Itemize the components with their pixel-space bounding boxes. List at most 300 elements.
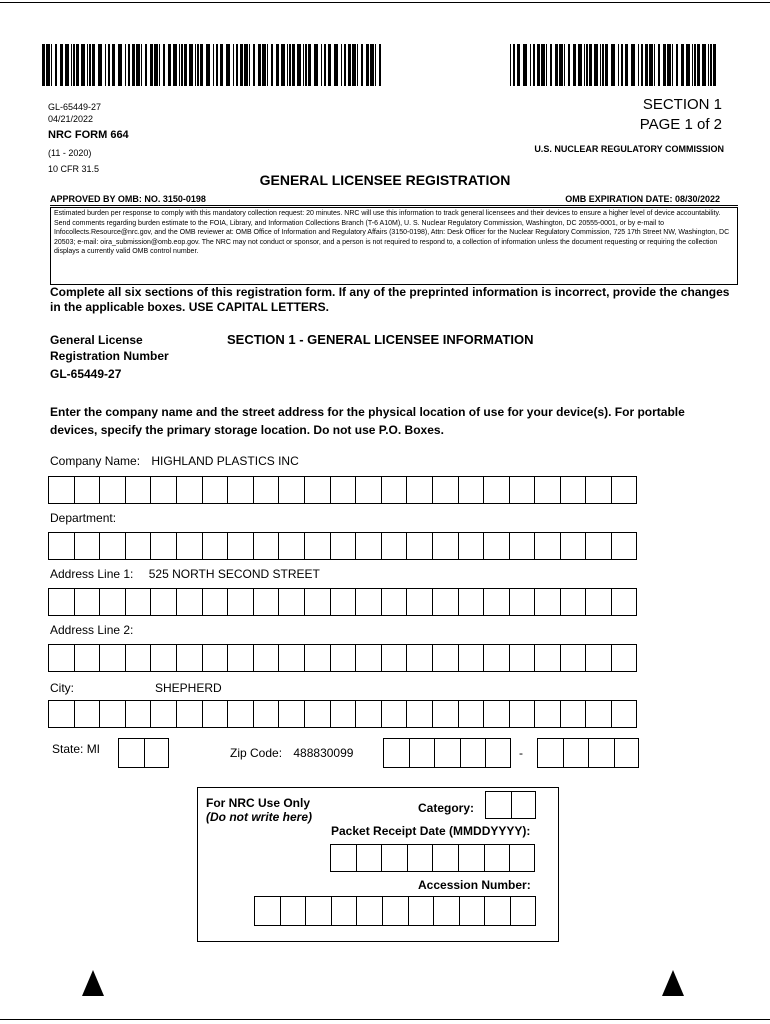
char-box[interactable]	[150, 476, 176, 504]
accession-number-boxes	[254, 896, 536, 926]
barcode-bar	[292, 44, 295, 86]
char-box[interactable]	[227, 700, 253, 728]
zip-extension-boxes[interactable]	[537, 738, 639, 768]
barcode-bar	[334, 44, 338, 86]
barcode-bar	[341, 44, 342, 86]
barcode-bar	[694, 44, 696, 86]
barcode-bar	[550, 44, 552, 86]
char-box[interactable]	[611, 476, 637, 504]
char-box	[356, 896, 382, 926]
barcode-bar	[344, 44, 346, 86]
cfr-reference: 10 CFR 31.5	[48, 164, 100, 174]
barcode-bar	[366, 44, 369, 86]
barcode-bar	[702, 44, 706, 86]
char-box	[432, 844, 458, 872]
char-box	[433, 896, 459, 926]
char-box[interactable]	[563, 738, 589, 768]
barcode-bar	[55, 44, 57, 86]
barcode-bar	[150, 44, 153, 86]
barcode-bar	[281, 44, 285, 86]
barcode-bar	[710, 44, 712, 86]
barcode-bar	[638, 44, 639, 86]
char-box[interactable]	[458, 644, 484, 672]
category-label: Category:	[418, 801, 475, 815]
char-box[interactable]	[560, 476, 586, 504]
char-box[interactable]	[509, 476, 535, 504]
char-box[interactable]	[125, 532, 151, 560]
barcode-bar	[249, 44, 250, 86]
instructions: Complete all six sections of this registration form. If any of the preprinted information is incorrect, provide the changes in the applicable boxes. USE CAPITAL LETTERS.	[50, 285, 730, 314]
barcode-bar	[141, 44, 142, 86]
section1-heading: SECTION 1 - GENERAL LICENSEE INFORMATION	[227, 332, 534, 347]
char-box[interactable]	[509, 644, 535, 672]
barcode-bar	[173, 44, 177, 86]
barcode-bar	[523, 44, 527, 86]
barcode-bar	[357, 44, 358, 86]
char-box[interactable]	[253, 644, 279, 672]
char-box[interactable]	[176, 588, 202, 616]
do-not-write-label: (Do not write here)	[206, 810, 313, 824]
city-boxes[interactable]	[48, 700, 637, 728]
barcode-bar	[240, 44, 243, 86]
char-box[interactable]	[304, 588, 330, 616]
char-box[interactable]	[432, 644, 458, 672]
char-box[interactable]	[381, 644, 407, 672]
char-box[interactable]	[383, 738, 409, 768]
department-label: Department:	[50, 511, 117, 525]
char-box[interactable]	[611, 588, 637, 616]
char-box[interactable]	[74, 476, 100, 504]
char-box[interactable]	[432, 532, 458, 560]
char-box[interactable]	[537, 738, 563, 768]
char-box[interactable]	[304, 532, 330, 560]
char-box[interactable]	[253, 532, 279, 560]
char-box[interactable]	[125, 588, 151, 616]
barcode-bar	[168, 44, 171, 86]
barcode-bar	[584, 44, 585, 86]
barcode-bar	[618, 44, 619, 86]
char-box[interactable]	[278, 532, 304, 560]
top-border-line	[0, 2, 770, 3]
char-box[interactable]	[406, 476, 432, 504]
barcode-bar	[276, 44, 279, 86]
char-box[interactable]	[330, 588, 356, 616]
char-box[interactable]	[48, 588, 74, 616]
char-box[interactable]	[434, 738, 460, 768]
char-box[interactable]	[585, 644, 611, 672]
char-box[interactable]	[585, 700, 611, 728]
char-box[interactable]	[304, 700, 330, 728]
zip-dash: -	[519, 746, 523, 760]
barcode-bar	[108, 44, 110, 86]
char-box[interactable]	[509, 700, 535, 728]
barcode-bar	[81, 44, 85, 86]
barcode-bar	[586, 44, 588, 86]
barcode-bar	[267, 44, 268, 86]
barcode-bar	[132, 44, 135, 86]
barcode-bar	[559, 44, 563, 86]
char-box[interactable]	[176, 700, 202, 728]
barcode-bar	[145, 44, 147, 86]
char-box[interactable]	[176, 532, 202, 560]
char-box[interactable]	[99, 588, 125, 616]
char-box[interactable]	[585, 588, 611, 616]
barcode-bar	[73, 44, 75, 86]
accession-number-label: Accession Number:	[418, 878, 531, 892]
char-box[interactable]	[125, 476, 151, 504]
agency-name: U.S. NUCLEAR REGULATORY COMMISSION	[534, 144, 724, 154]
barcode-bar	[60, 44, 63, 86]
registration-mark-right-icon	[662, 970, 684, 996]
char-box	[407, 844, 433, 872]
barcode-bar	[189, 44, 193, 86]
barcode-bar	[233, 44, 234, 86]
char-box	[484, 844, 510, 872]
barcode-bar	[213, 44, 214, 86]
barcode-bar	[530, 44, 531, 86]
char-box[interactable]	[585, 532, 611, 560]
char-box[interactable]	[176, 476, 202, 504]
zip-code-label-text: Zip Code:	[230, 746, 283, 760]
char-box	[356, 844, 382, 872]
char-box[interactable]	[278, 476, 304, 504]
registration-label	[50, 332, 169, 364]
burden-statement: Estimated burden per response to comply with this mandatory collection request: 20 minutes. NRC will use this information to track general licensees and their devices to ensure a higher level of device accountability. Send comments regarding burden estimate to the FOIA, Library, and Information Collections Branch (T-6 A10M), U. S. Nuclear Regulatory Commission, Washington, DC 20555-0001, or by e-mail to Infocollects.Resource@nrc.gov, and the OMB reviewer at: OMB Office of Information and Regulatory Affairs (3150-0198), Attn: Desk Officer for the Nuclear Regulatory Commission, 725 17th Street NW, Washington, DC 20503; e-mail: oira_submission@omb.eop.gov. The NRC may not conduct or sponsor, and a person is not required to respond to, a collection of information unless the document requesting or requiring the collection displays a currently valid OMB control number.	[50, 207, 738, 285]
char-box[interactable]	[48, 532, 74, 560]
char-box[interactable]	[202, 644, 228, 672]
company-name-boxes[interactable]	[48, 476, 637, 504]
barcode-bar	[555, 44, 558, 86]
barcode-bar	[118, 44, 122, 86]
char-box[interactable]	[253, 476, 279, 504]
char-box[interactable]	[432, 588, 458, 616]
char-box[interactable]	[483, 476, 509, 504]
barcode-bar	[513, 44, 515, 86]
barcode-bar	[672, 44, 673, 86]
barcode-bar	[352, 44, 356, 86]
address-line1-value: 525 NORTH SECOND STREET	[148, 567, 320, 581]
barcode-bar	[379, 44, 381, 86]
char-box[interactable]	[458, 588, 484, 616]
barcode-bar	[308, 44, 311, 86]
char-box	[509, 844, 535, 872]
barcode-bar	[184, 44, 187, 86]
char-box[interactable]	[176, 644, 202, 672]
barcode-bar	[594, 44, 598, 86]
char-box[interactable]	[125, 644, 151, 672]
barcode-bar	[226, 44, 230, 86]
char-box[interactable]	[304, 476, 330, 504]
barcode-bar	[220, 44, 223, 86]
char-box[interactable]	[355, 644, 381, 672]
company-name-label	[50, 454, 299, 468]
barcode-bar	[348, 44, 351, 86]
char-box[interactable]	[253, 588, 279, 616]
barcode-bar	[125, 44, 126, 86]
barcode-bar	[42, 44, 45, 86]
char-box[interactable]	[509, 588, 535, 616]
barcode-bar	[645, 44, 648, 86]
barcode-bar	[65, 44, 69, 86]
address-line1-boxes[interactable]	[48, 588, 637, 616]
char-box[interactable]	[99, 476, 125, 504]
barcode-bar	[128, 44, 130, 86]
barcode-bar	[375, 44, 376, 86]
char-box[interactable]	[278, 588, 304, 616]
char-box[interactable]	[330, 644, 356, 672]
char-box[interactable]	[355, 588, 381, 616]
char-box[interactable]	[150, 700, 176, 728]
char-box[interactable]	[534, 700, 560, 728]
barcode-bar	[303, 44, 304, 86]
char-box[interactable]	[483, 644, 509, 672]
char-box[interactable]	[614, 738, 640, 768]
char-box[interactable]	[611, 532, 637, 560]
char-box[interactable]	[560, 588, 586, 616]
char-box[interactable]	[330, 700, 356, 728]
char-box[interactable]	[460, 738, 486, 768]
barcode-bar	[600, 44, 601, 86]
barcode-bar	[568, 44, 570, 86]
zip-code-boxes[interactable]	[383, 738, 511, 768]
char-box[interactable]	[381, 532, 407, 560]
char-box[interactable]	[118, 738, 144, 768]
char-box[interactable]	[485, 738, 511, 768]
barcode-bar	[370, 44, 374, 86]
char-box[interactable]	[483, 588, 509, 616]
char-box[interactable]	[483, 700, 509, 728]
barcode-bar	[92, 44, 95, 86]
char-box[interactable]	[409, 738, 435, 768]
barcode-bar	[686, 44, 690, 86]
char-box[interactable]	[99, 644, 125, 672]
char-box[interactable]	[483, 532, 509, 560]
char-box[interactable]	[406, 532, 432, 560]
form-id: GL-65449-27	[48, 102, 102, 112]
barcode-bar	[667, 44, 671, 86]
char-box[interactable]	[278, 700, 304, 728]
char-box[interactable]	[227, 532, 253, 560]
char-box[interactable]	[99, 700, 125, 728]
omb-divider	[50, 205, 738, 206]
barcode-bar	[541, 44, 545, 86]
barcode-bar	[676, 44, 678, 86]
barcode-bar	[105, 44, 106, 86]
barcode-bar	[611, 44, 615, 86]
barcode-bar	[181, 44, 183, 86]
barcode-bar	[361, 44, 363, 86]
char-box[interactable]	[534, 532, 560, 560]
barcode-bar	[206, 44, 210, 86]
char-box[interactable]	[202, 588, 228, 616]
char-box[interactable]	[330, 532, 356, 560]
char-box[interactable]	[355, 532, 381, 560]
char-box[interactable]	[406, 588, 432, 616]
barcode-bar	[236, 44, 238, 86]
char-box	[510, 896, 536, 926]
char-box[interactable]	[355, 700, 381, 728]
page-number: PAGE 1 of 2	[639, 116, 722, 133]
char-box[interactable]	[406, 700, 432, 728]
char-box[interactable]	[381, 476, 407, 504]
char-box[interactable]	[150, 588, 176, 616]
char-box[interactable]	[458, 532, 484, 560]
barcode-bar	[195, 44, 196, 86]
packet-receipt-date-boxes	[330, 844, 535, 872]
barcode-bar	[533, 44, 535, 86]
company-name-label-text: Company Name:	[50, 454, 141, 468]
barcode-bar	[258, 44, 261, 86]
char-box[interactable]	[611, 700, 637, 728]
char-box[interactable]	[355, 476, 381, 504]
address-line2-boxes[interactable]	[48, 644, 637, 672]
char-box[interactable]	[125, 700, 151, 728]
barcode-bar	[546, 44, 547, 86]
char-box[interactable]	[278, 644, 304, 672]
barcode-bar	[179, 44, 180, 86]
section-number: SECTION 1	[642, 96, 722, 113]
char-box[interactable]	[227, 644, 253, 672]
barcode-bar	[253, 44, 255, 86]
char-box[interactable]	[227, 588, 253, 616]
barcode-bar	[324, 44, 326, 86]
barcode-left	[42, 44, 384, 86]
char-box[interactable]	[381, 700, 407, 728]
char-box	[280, 896, 306, 926]
barcode-bar	[314, 44, 318, 86]
barcode-bar	[112, 44, 115, 86]
char-box[interactable]	[48, 644, 74, 672]
char-box[interactable]	[432, 700, 458, 728]
char-box[interactable]	[381, 588, 407, 616]
char-box[interactable]	[48, 700, 74, 728]
char-box[interactable]	[611, 644, 637, 672]
char-box[interactable]	[74, 644, 100, 672]
omb-expiration: OMB EXPIRATION DATE: 08/30/2022	[565, 194, 720, 204]
char-box[interactable]	[150, 644, 176, 672]
barcode-bar	[76, 44, 79, 86]
state-boxes[interactable]	[118, 738, 169, 768]
barcode-bar	[589, 44, 592, 86]
nrc-use-only-box	[197, 787, 559, 942]
barcode-bar	[244, 44, 248, 86]
address-line1-label	[50, 567, 320, 581]
char-box[interactable]	[560, 700, 586, 728]
char-box[interactable]	[48, 476, 74, 504]
char-box	[254, 896, 280, 926]
barcode-bar	[200, 44, 203, 86]
barcode-bar	[573, 44, 576, 86]
barcode-bar	[564, 44, 565, 86]
char-box[interactable]	[432, 476, 458, 504]
char-box	[485, 791, 511, 819]
barcode-bar	[328, 44, 331, 86]
char-box	[511, 791, 537, 819]
barcode-bar	[89, 44, 91, 86]
barcode-bar	[262, 44, 266, 86]
char-box	[458, 844, 484, 872]
section1-instruction: Enter the company name and the street address for the physical location of use for your device(s). For portable devices, specify the primary storage location. Do not use P.O. Boxes.	[50, 405, 685, 437]
barcode-bar	[98, 44, 102, 86]
char-box[interactable]	[330, 476, 356, 504]
barcode-bar	[271, 44, 273, 86]
registration-label-line1: General License	[50, 333, 143, 347]
char-box	[331, 896, 357, 926]
char-box[interactable]	[304, 644, 330, 672]
registration-number: GL-65449-27	[50, 367, 122, 381]
char-box[interactable]	[144, 738, 170, 768]
char-box[interactable]	[406, 644, 432, 672]
char-box[interactable]	[253, 700, 279, 728]
barcode-bar	[51, 44, 52, 86]
barcode-bar	[297, 44, 301, 86]
bottom-border-line	[0, 1019, 770, 1020]
barcode-bar	[537, 44, 540, 86]
omb-approval: APPROVED BY OMB: NO. 3150-0198	[50, 194, 206, 204]
packet-receipt-date-label: Packet Receipt Date (MMDDYYYY):	[331, 824, 531, 838]
char-box[interactable]	[585, 476, 611, 504]
barcode-bar	[305, 44, 307, 86]
barcode-bar	[510, 44, 511, 86]
barcode-bar	[216, 44, 218, 86]
barcode-bar	[697, 44, 700, 86]
char-box[interactable]	[74, 532, 100, 560]
category-boxes	[485, 791, 536, 819]
char-box[interactable]	[534, 644, 560, 672]
char-box[interactable]	[458, 476, 484, 504]
barcode-bar	[641, 44, 643, 86]
barcode-bar	[321, 44, 322, 86]
barcode-bar	[649, 44, 653, 86]
char-box[interactable]	[588, 738, 614, 768]
char-box[interactable]	[227, 476, 253, 504]
char-box[interactable]	[150, 532, 176, 560]
address-line1-label-text: Address Line 1:	[50, 567, 134, 581]
city-label: City:	[50, 681, 74, 695]
barcode-bar	[621, 44, 623, 86]
barcode-bar	[197, 44, 199, 86]
char-box[interactable]	[202, 700, 228, 728]
barcode-bar	[631, 44, 635, 86]
barcode-bar	[663, 44, 666, 86]
char-box[interactable]	[560, 644, 586, 672]
char-box[interactable]	[509, 532, 535, 560]
char-box[interactable]	[74, 700, 100, 728]
char-box[interactable]	[534, 476, 560, 504]
barcode-bar	[87, 44, 88, 86]
char-box[interactable]	[202, 532, 228, 560]
char-box[interactable]	[74, 588, 100, 616]
char-box	[484, 896, 510, 926]
barcode-bar	[287, 44, 288, 86]
char-box[interactable]	[202, 476, 228, 504]
city-value: SHEPHERD	[155, 681, 222, 695]
form-title: GENERAL LICENSEE REGISTRATION	[259, 172, 511, 188]
address-line2-label: Address Line 2:	[50, 623, 134, 637]
form-date: 04/21/2022	[48, 114, 94, 124]
char-box[interactable]	[99, 532, 125, 560]
barcode-bar	[681, 44, 684, 86]
char-box	[459, 896, 485, 926]
char-box[interactable]	[534, 588, 560, 616]
department-boxes[interactable]	[48, 532, 637, 560]
barcode-bar	[708, 44, 709, 86]
state-label: State: MI	[52, 742, 101, 756]
char-box	[381, 844, 407, 872]
nrc-use-only-label: For NRC Use Only	[206, 796, 311, 810]
char-box[interactable]	[458, 700, 484, 728]
char-box[interactable]	[560, 532, 586, 560]
